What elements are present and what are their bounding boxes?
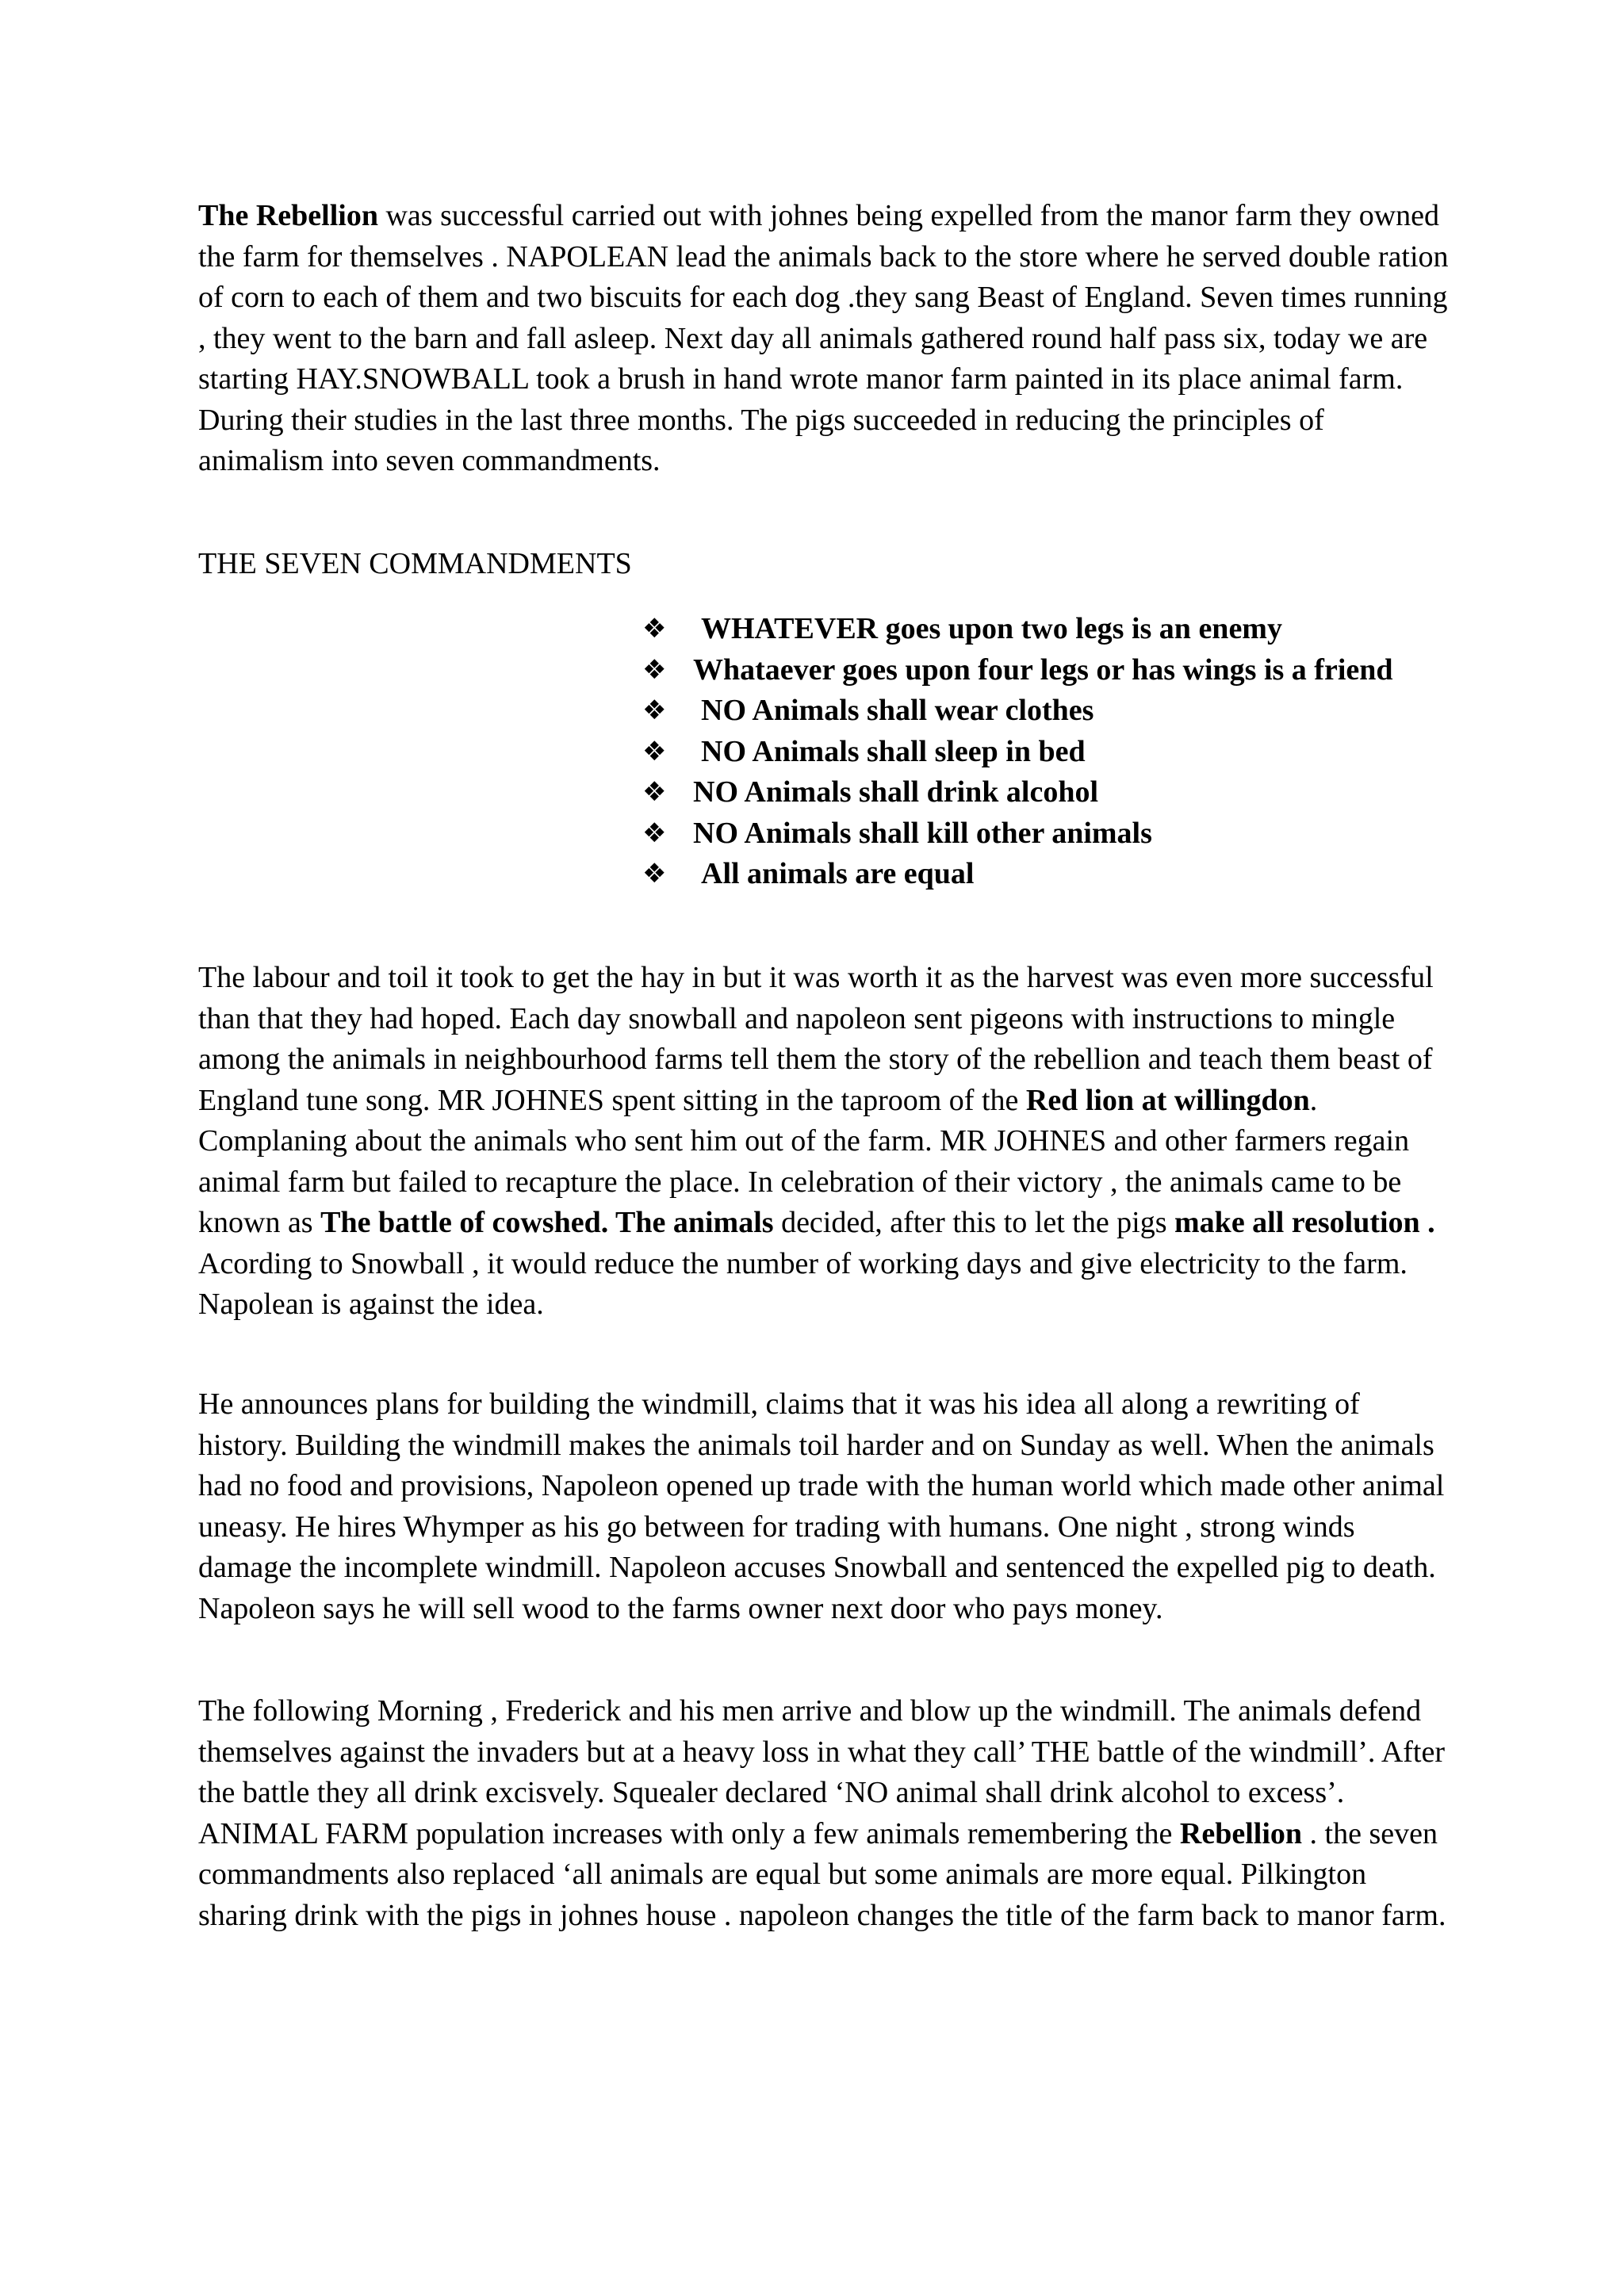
paragraph-battle-of-windmill: [198, 1691, 1451, 1936]
paragraph-bold-text: The battle of cowshed. The animals: [320, 1206, 774, 1239]
list-item: [642, 732, 1419, 773]
paragraph-bold-text: Red lion at willingdon: [1025, 1083, 1310, 1117]
section-heading: THE SEVEN COMMANDMENTS: [198, 547, 632, 580]
paragraph-text: Acording to Snowball , it would reduce the number of working days and give electricity to the farm. Napolean is against the idea.: [198, 1246, 1408, 1321]
commandments-list: [642, 609, 1419, 895]
paragraph-bold-text: make all resolution .: [1174, 1206, 1435, 1239]
paragraph-harvest: [198, 958, 1451, 1326]
paragraph-lead-bold: The Rebellion: [198, 199, 378, 232]
commandment-text: NO Animals shall drink alcohol: [693, 775, 1099, 809]
diamond-bullet-icon: ❖: [642, 613, 667, 645]
diamond-bullet-icon: ❖: [642, 653, 667, 686]
diamond-bullet-icon: ❖: [642, 735, 667, 767]
list-item: [642, 650, 1419, 691]
paragraph-text: The following Morning , Frederick and his men arrive and blow up the windmill. The animals defend themselves against the invaders but at a heavy loss in what they call’ THE battle of the windmill’. After the battle they all drink excisvely. Squealer declared ‘NO animal shall drink alcohol to excess’. ANIMAL FARM population increases with only a few animals remembering the: [198, 1694, 1446, 1850]
list-item: [642, 772, 1419, 813]
diamond-bullet-icon: ❖: [642, 817, 667, 849]
commandment-text: WHATEVER goes upon two legs is an enemy: [701, 612, 1282, 645]
commandment-text: Whataever goes upon four legs or has wings is a friend: [693, 652, 1393, 687]
commandment-text: NO Animals shall kill other animals: [693, 816, 1152, 850]
paragraph-text: The labour and toil it took to get the hay in but it was worth it as the harvest was even more successful than that they had hoped. Each day snowball and napoleon sent pigeons with instructions to mingle among the animals in neighbourhood farms tell them the story of the rebellion and teach them beast of England tune song. MR JOHNES spent sitting in the taproom of the: [198, 961, 1434, 1117]
paragraph-rebellion: [198, 196, 1451, 482]
paragraph-text: . the seven commandments also replaced ‘all animals are equal but some animals are more equal. Pilkington sharing drink with the pigs in johnes house . napoleon changes the title of the farm back to manor farm.: [198, 1816, 1446, 1932]
diamond-bullet-icon: ❖: [642, 776, 667, 808]
paragraph-text: decided, after this to let the pigs: [773, 1206, 1175, 1239]
diamond-bullet-icon: ❖: [642, 858, 667, 890]
diamond-bullet-icon: ❖: [642, 695, 667, 726]
paragraph-bold-text: Rebellion: [1179, 1816, 1303, 1850]
list-item: [642, 609, 1419, 650]
list-item: [642, 691, 1419, 732]
paragraph-text: was successful carried out with johnes being expelled from the manor farm they owned the farm for themselves . NAPOLEAN lead the animals back to the store where he served double ration of corn to each of them and two biscuits for each dog .they sang Beast of England. Seven times running , they went to the barn and fall asleep. Next day all animals gathered round half pass six, today we are starting HAY.SNOWBALL took a brush in hand wrote manor farm painted in its place animal farm. During their studies in the last three months. The pigs succeeded in reducing the principles of animalism into seven commandments.: [198, 199, 1449, 477]
list-item: [642, 813, 1419, 855]
list-item: [642, 854, 1419, 895]
commandment-text: NO Animals shall wear clothes: [701, 694, 1094, 727]
commandment-text: All animals are equal: [701, 857, 975, 890]
commandment-text: NO Animals shall sleep in bed: [701, 734, 1086, 768]
paragraph-text: . Complaning about the animals who sent him out of the farm. MR JOHNES and other farmers regain animal farm but failed to recapture the place. In celebration of their victory , the animals came to be known as: [198, 1083, 1410, 1239]
paragraph-windmill: He announces plans for building the windmill, claims that it was his idea all along a rewriting of history. Building the windmill makes the animals toil harder and on Sunday as well. When the animals had no food and provisions, Napoleon opened up trade with the human world which made other animal uneasy. He hires Whymper as his go between for trading with humans. One night , strong winds damage the incomplete windmill. Napoleon accuses Snowball and sentenced the expelled pig to death. Napoleon says he will sell wood to the farms owner next door who pays money.: [198, 1387, 1445, 1625]
